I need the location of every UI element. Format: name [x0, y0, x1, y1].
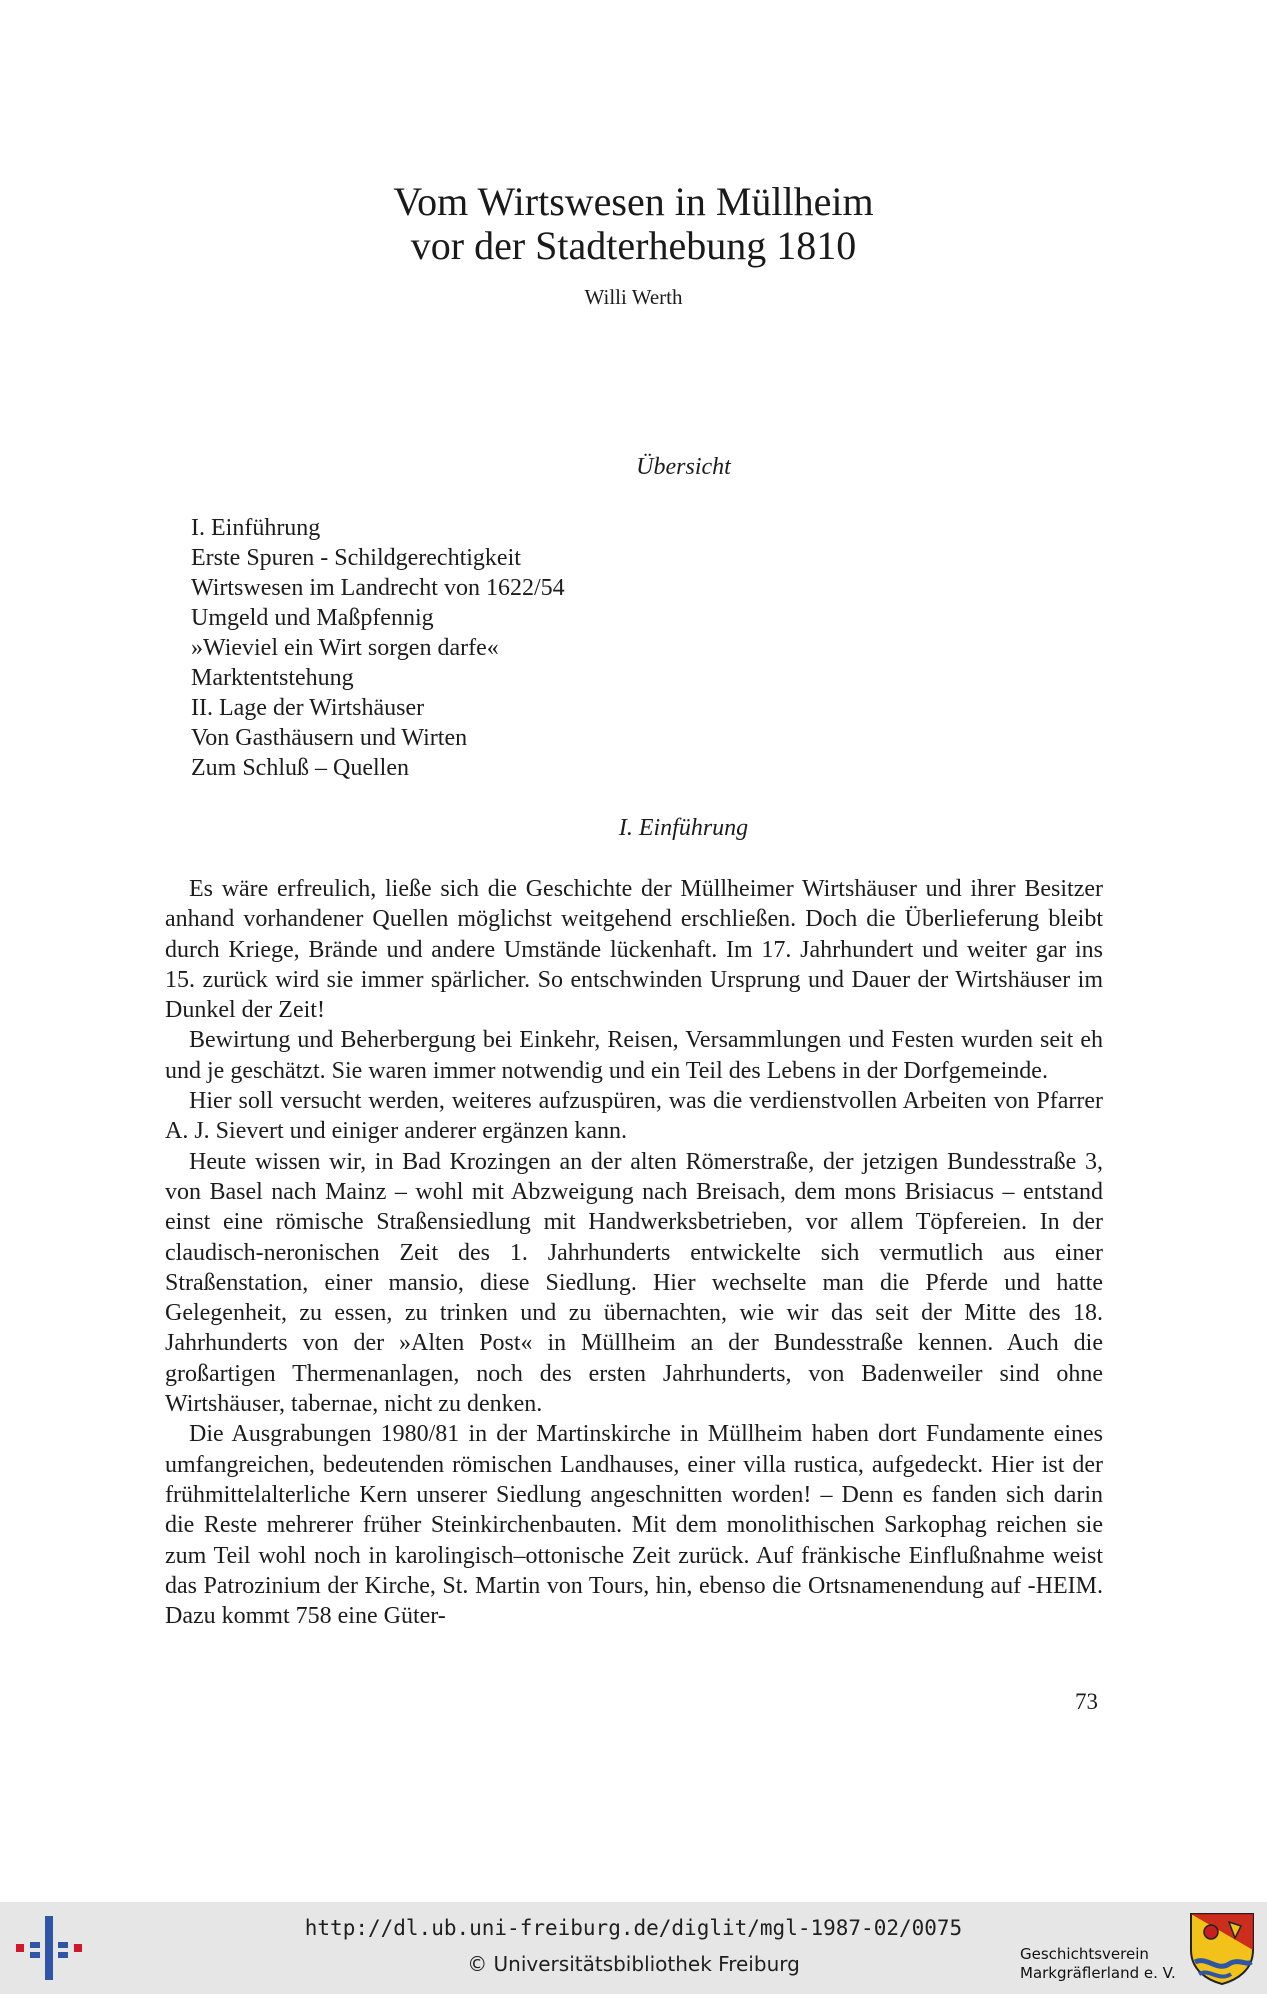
toc-item: Von Gasthäusern und Wirten — [191, 725, 468, 751]
paragraph: Bewirtung und Beherbergung bei Einkehr, Reisen, Versammlungen und Festen wurden seit eh und je geschätzt. Sie waren immer notwendig und ein Teil des Lebens in der Dorfgemeinde. — [165, 1027, 1103, 1084]
society-name-line1: Geschichtsverein — [1020, 1945, 1149, 1963]
copyright-notice: © Universitätsbibliothek Freiburg — [467, 1952, 800, 1976]
society-name-line2: Markgräflerland e. V. — [1020, 1964, 1176, 1982]
article-title-line1: Vom Wirtswesen in Müllheim — [393, 179, 874, 224]
toc-item: II. Lage der Wirtshäuser — [191, 695, 425, 721]
permalink-url[interactable]: http://dl.ub.uni-freiburg.de/diglit/mgl-1987-02/0075 — [304, 1916, 963, 1940]
toc-item: Zum Schluß – Quellen — [191, 755, 409, 781]
paragraph: Es wäre erfreulich, ließe sich die Geschichte der Müllheimer Wirtshäuser und ihrer Besitzer anhand vorhandener Quellen möglichst weitgehend erschließen. Doch die Überlieferung bleibt durch Kriege, Brände und andere Umstände lückenhaft. Im 17. Jahrhundert und weiter gar ins 15. zurück wird sie immer spärlicher. So entschwinden Ursprung und Dauer der Wirtshäuser im Dunkel der Zeit! — [165, 876, 1103, 1024]
toc-item: Erste Spuren - Schildgerechtigkeit — [191, 545, 521, 571]
society-name — [1020, 1945, 1176, 1983]
viewer-footer — [0, 1902, 1267, 1994]
article-author: Willi Werth — [584, 285, 683, 309]
table-of-contents — [191, 513, 565, 783]
section-heading: I. Einführung — [618, 815, 749, 841]
toc-item: Wirtswesen im Landrecht von 1622/54 — [191, 575, 565, 601]
coat-of-arms-icon — [1189, 1912, 1255, 1986]
paragraph: Die Ausgrabungen 1980/81 in der Martinskirche in Müllheim haben dort Fundamente eines umfangreichen, bedeutenden römischen Landhauses, einer villa rustica, aufgedeckt. Hier ist der frühmittelalterliche Kern unserer Siedlung angeschnitten worden! – Denn es fanden sich darin die Reste mehrerer früher Steinkirchenbauten. Mit dem monolithischen Sarkophag reichen sie zum Teil wohl noch in karolingisch–ottonische Zeit zurück. Auf fränkische Einflußnahme weist das Patrozinium der Kirche, St. Martin von Tours, hin, ebenso die Ortsnamenendung auf -HEIM. Dazu kommt 758 eine Güter- — [165, 1421, 1103, 1630]
article-title-line2: vor der Stadterhebung 1810 — [410, 223, 857, 268]
paragraph: Heute wissen wir, in Bad Krozingen an der alten Römerstraße, der jetzigen Bundesstraße 3, von Basel nach Mainz – wohl mit Abzweigung nach Breisach, dem mons Brisiacus – entstand einst eine römische Straßensiedlung mit Handwerksbetrieben, vor allem Töpfereien. In der claudisch-neronischen Zeit des 1. Jahrhunderts entwickelte sich vermutlich aus einer Straßenstation, einer mansio, diese Siedlung. Hier wechselte man die Pferde und hatte Gelegenheit, zu essen, zu trinken und zu übernachten, wie wir das seit der Mitte des 18. Jahrhunderts von der »Alten Post« in Müllheim an der Bundesstraße kennen. Auch die großartigen Thermenanlagen, noch des ersten Jahrhunderts, von Badenweiler sind ohne Wirtshäuser, tabernae, nicht zu denken. — [165, 1148, 1103, 1418]
body-text — [165, 874, 1103, 1631]
paragraph: Hier soll versucht werden, weiteres aufzuspüren, was die verdienstvollen Arbeiten von Pfarrer A. J. Sievert und einiger anderer ergänzen kann. — [165, 1088, 1103, 1145]
toc-item: I. Einführung — [191, 515, 321, 541]
toc-item: Umgeld und Maßpfennig — [191, 605, 434, 631]
toc-item: Marktentstehung — [191, 665, 354, 691]
page-number: 73 — [1075, 1689, 1098, 1714]
toc-heading: Übersicht — [636, 454, 731, 480]
toc-item: »Wieviel ein Wirt sorgen darfe« — [191, 635, 499, 661]
